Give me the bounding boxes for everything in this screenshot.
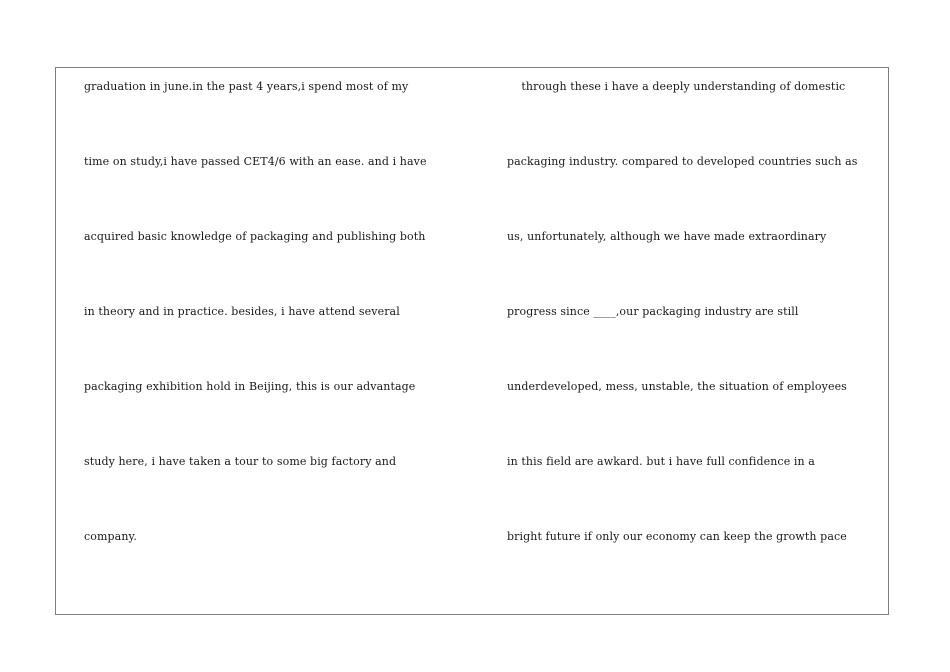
text-line: us, unfortunately, although we have made extraordinary bbox=[507, 230, 827, 243]
text-line: packaging industry. compared to developed countries such as bbox=[507, 155, 858, 168]
text-line: in this field are awkard. but i have full confidence in a bbox=[507, 455, 815, 468]
text-line: in theory and in practice. besides, i have attend several bbox=[84, 305, 400, 318]
text-line: company. bbox=[84, 530, 137, 543]
text-line: packaging exhibition hold in Beijing, this is our advantage bbox=[84, 380, 416, 393]
text-line: bright future if only our economy can keep the growth pace bbox=[507, 530, 847, 543]
text-line: through these i have a deeply understanding of domestic bbox=[507, 80, 846, 93]
text-line: graduation in june.in the past 4 years,i spend most of my bbox=[84, 80, 409, 93]
text-line: underdeveloped, mess, unstable, the situation of employees bbox=[507, 380, 847, 393]
text-line: progress since ____,our packaging industry are still bbox=[507, 305, 799, 318]
text-line: acquired basic knowledge of packaging and publishing both bbox=[84, 230, 426, 243]
text-line: study here, i have taken a tour to some big factory and bbox=[84, 455, 397, 468]
text-line: time on study,i have passed CET4/6 with an ease. and i have bbox=[84, 155, 427, 168]
